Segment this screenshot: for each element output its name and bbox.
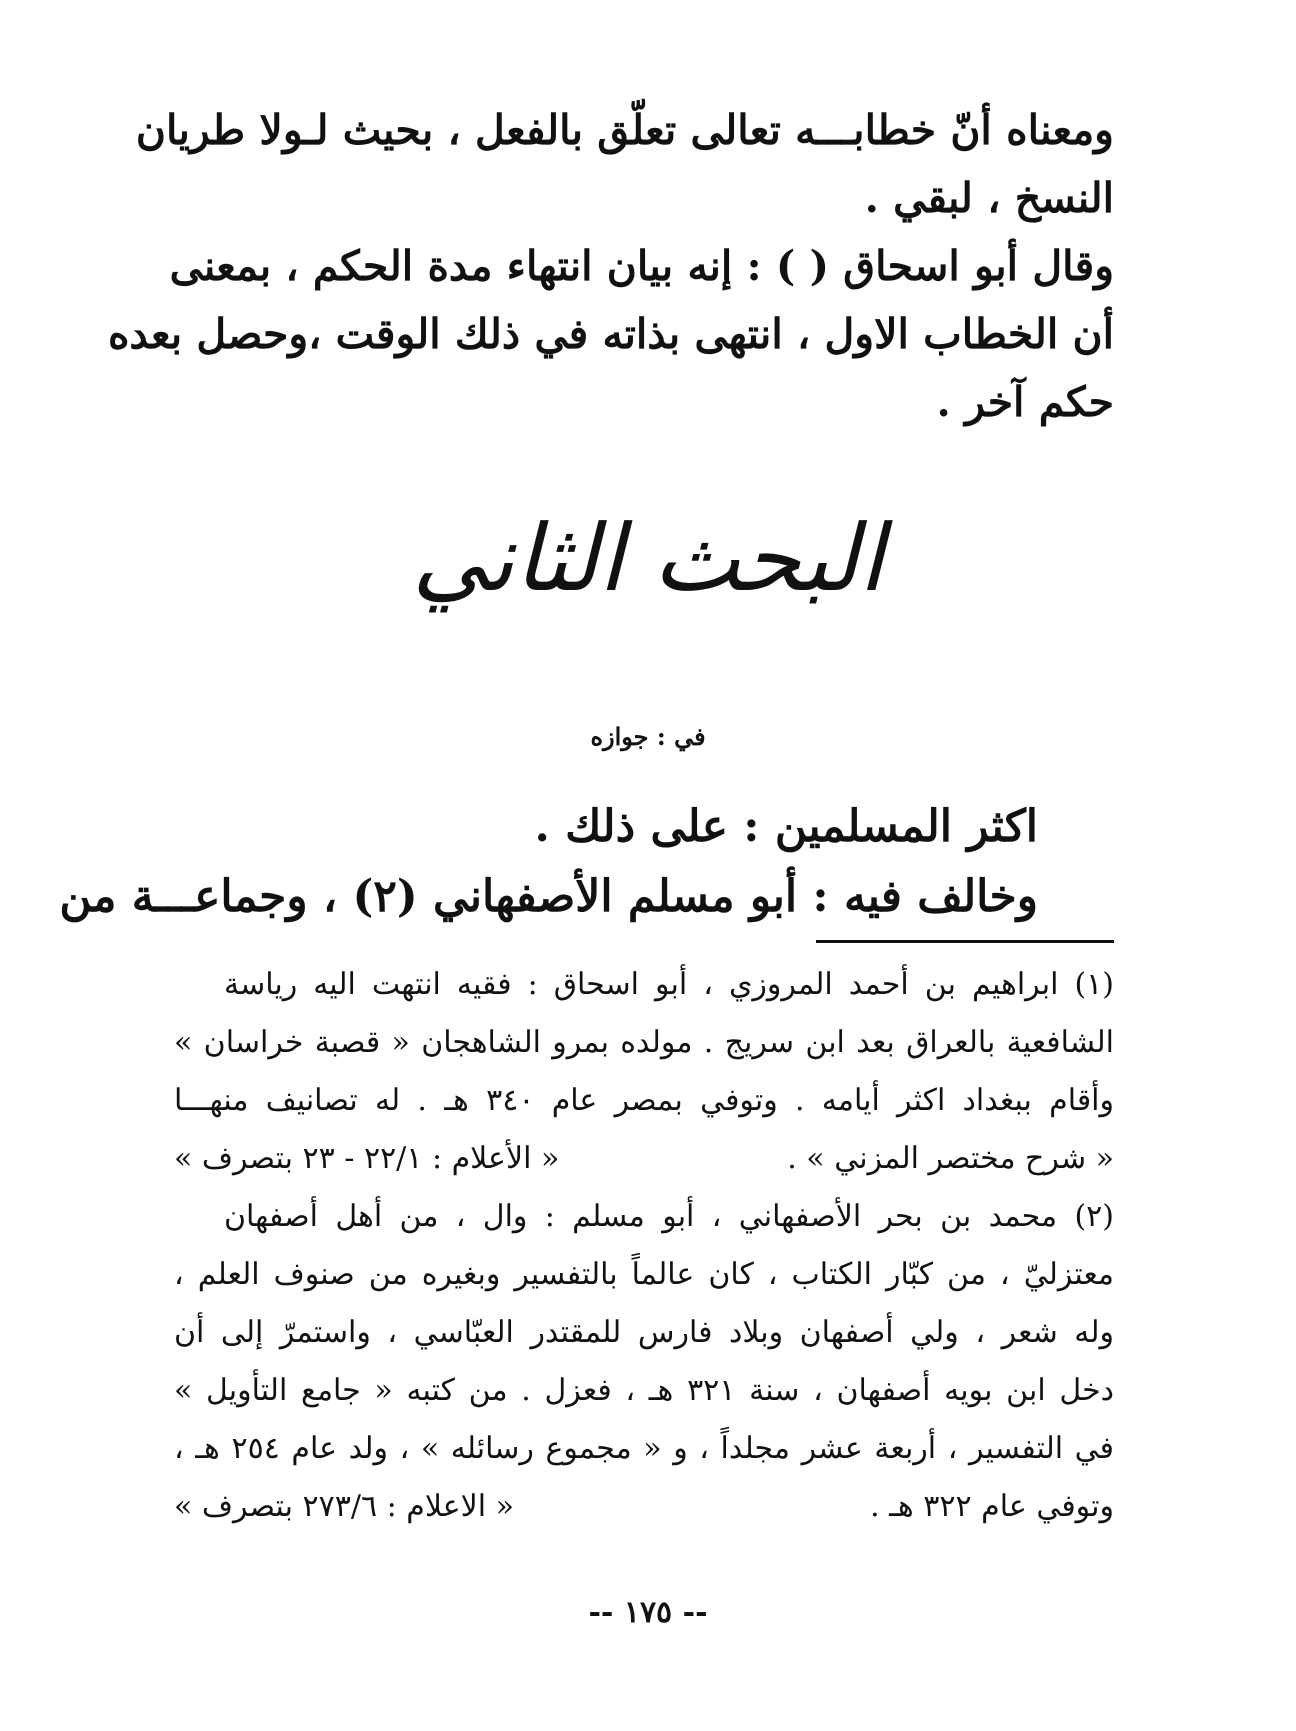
footnote-2-death-year: وتوفي عام ٣٢٢ هـ . <box>870 1489 1114 1524</box>
section-heading: البحث الثاني <box>412 505 884 612</box>
footnote-2-line-3: وله شعر ، ولي أصفهان وبلاد فارس للمقتدر العبّاسي ، واستمرّ إلى أن <box>174 1315 1114 1350</box>
section-subheading: في : جوازه <box>590 722 706 751</box>
footnote-divider <box>816 940 1114 943</box>
body-line-4: أن الخطاب الاول ، انتهى بذاته في ذلك الوقت ،وحصل بعده <box>107 310 1114 358</box>
footnote-1-source: « الأعلام : ٢٢/١ - ٢٣ بتصرف » <box>174 1141 560 1176</box>
body-line-5: حكم آخر . <box>936 378 1114 426</box>
footnote-1-line-4 <box>174 1134 1114 1184</box>
footnote-2-line-5: في التفسير ، أربعة عشر مجلداً ، و « مجموع رسائله » ، ولد عام ٢٥٤ هـ ، <box>174 1431 1114 1466</box>
footnote-1-line-3: وأقام ببغداد اكثر أيامه . وتوفي بمصر عام ٣٤٠ هـ . له تصانيف منهـــا <box>174 1083 1114 1118</box>
footnote-1-line-1: (١) ابراهيم بن أحمد المروزي ، أبو اسحاق : فقيه انتهت اليه رياسة <box>224 967 1114 1002</box>
main-line-1: اكثر المسلمين : على ذلك . <box>534 801 1038 852</box>
body-line-1: ومعناه أنّ خطابـــه تعالى تعلّق بالفعل ، بحيث لـولا طريان <box>135 106 1114 154</box>
footnote-2-line-4: دخل ابن بويه أصفهان ، سنة ٣٢١ هـ ، فعزل . من كتبه « جامع التأويل » <box>174 1373 1114 1408</box>
body-line-2: النسخ ، لبقي . <box>864 174 1114 222</box>
footnote-2-source: « الاعلام : ٢٧٣/٦ بتصرف » <box>174 1489 514 1524</box>
body-line-3: وقال أبو اسحاق ( ) : إنه بيان انتهاء مدة الحكم ، بمعنى <box>169 242 1114 290</box>
page-number: -- ١٧٥ -- <box>588 1595 708 1630</box>
footnote-1-book-title: « شرح مختصر المزني » . <box>787 1141 1114 1176</box>
main-line-2: وخالف فيه : أبو مسلم الأصفهاني (٢) ، وجماعـــة من <box>59 871 1038 922</box>
footnote-2-line-6 <box>174 1482 1114 1532</box>
footnote-2-line-1: (٢) محمد بن بحر الأصفهاني ، أبو مسلم : وال ، من أهل أصفهان <box>224 1199 1114 1234</box>
footnote-2-line-2: معتزليّ ، من كبّار الكتاب ، كان عالماً بالتفسير وبغيره من صنوف العلم ، <box>174 1257 1114 1292</box>
footnote-1-line-2: الشافعية بالعراق بعد ابن سريج . مولده بمرو الشاهجان « قصبة خراسان » <box>174 1025 1114 1060</box>
